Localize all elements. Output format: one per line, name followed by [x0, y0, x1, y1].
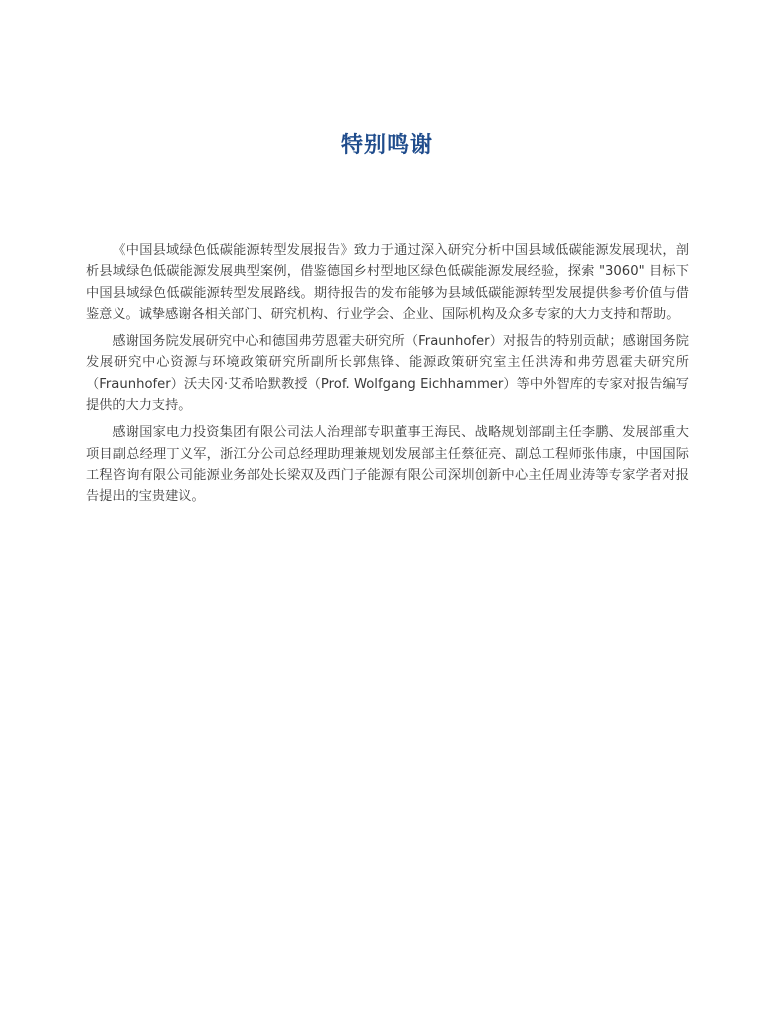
- paragraph-research-thanks: 感谢国务院发展研究中心和德国弗劳恩霍夫研究所（Fraunhofer）对报告的特别贡献；感谢国务院发展研究中心资源与环境政策研究所副所长郭焦锋、能源政策研究室主任洪涛和弗劳恩霍夫研究所（Fraunhofer）沃夫冈·艾希哈默教授（Prof. Wolfgang Eichhammer）等中外智库的专家对报告编写提供的大力支持。: [86, 334, 689, 414]
- page-title: 特别鸣谢: [340, 133, 433, 158]
- paragraph-intro: 《中国县域绿色低碳能源转型发展报告》致力于通过深入研究分析中国县域低碳能源发展现状，剖析县域绿色低碳能源发展典型案例，借鉴德国乡村型地区绿色低碳能源发展经验，探索 "3060" 目标下中国县域绿色低碳能源转型发展路线。期待报告的发布能够为县域低碳能源转型发展提供参考价值与借鉴意义。诚挚感谢各相关部门、研究机构、行业学会、企业、国际机构及众多专家的大力支持和帮助。: [86, 243, 689, 322]
- paragraph-expert-thanks: 感谢国家电力投资集团有限公司法人治理部专职董事王海民、战略规划部副主任李鹏、发展部重大项目副总经理丁义军，浙江分公司总经理助理兼规划发展部主任蔡征亮、副总工程师张伟康，中国国际工程咨询有限公司能源业务部处长梁双及西门子能源有限公司深圳创新中心主任周业涛等专家学者对报告提出的宝贵建议。: [86, 425, 689, 505]
- acknowledgements-body: [86, 240, 689, 514]
